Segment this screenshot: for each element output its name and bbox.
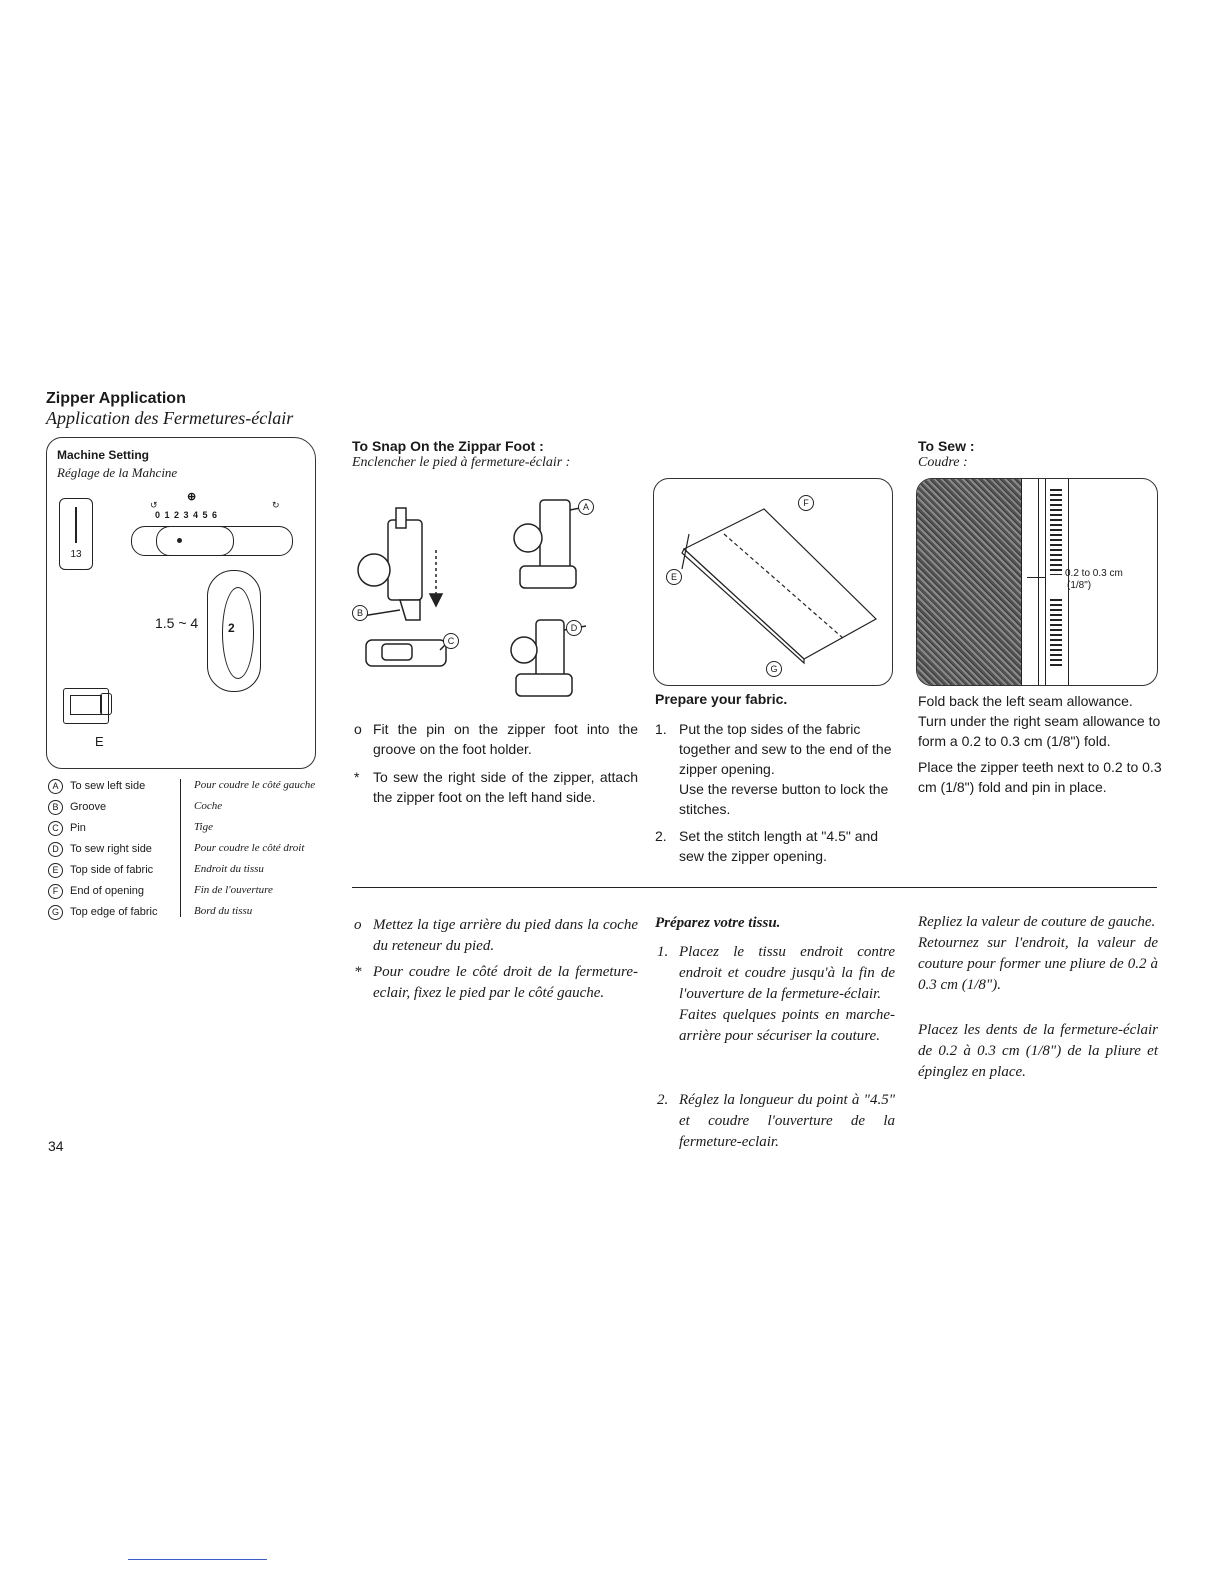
machine-setting-panel: Machine Setting Réglage de la Mahcine 13 ⊕ ↺ ↻ 0 1 2 3 4 5 6 1.5 ~ 4 2 E: [46, 437, 316, 769]
callout-f: F: [798, 495, 814, 511]
legend-label-french: Tige: [194, 821, 213, 833]
list-marker: o: [354, 917, 362, 933]
callout-b: B: [352, 605, 368, 621]
legend-item: [48, 776, 145, 796]
list-text: Set the stitch length at "4.5" and sew the zipper opening.: [679, 828, 879, 864]
list-marker: 1.: [657, 944, 669, 960]
sewing-illustration: [916, 478, 1158, 686]
machine-setting-title: Machine Setting: [57, 448, 150, 462]
list-marker: *: [354, 964, 362, 980]
legend-divider: [180, 779, 181, 917]
legend-label: End of opening: [70, 885, 145, 897]
legend-label-french: Endroit du tissu: [194, 863, 264, 875]
list-text: Réglez la longueur du point à "4.5" et coudre l'ouverture de la fermeture-eclair.: [679, 1092, 895, 1150]
legend-item: [48, 797, 106, 817]
legend-label: To sew left side: [70, 780, 146, 792]
legend-item: [48, 839, 152, 859]
length-dial-value: 2: [228, 621, 235, 635]
legend-label: Pin: [70, 822, 86, 834]
list-text: Put the top sides of the fabric together and sew to the end of the zipper opening. Use the reverse button to lock the stitches.: [679, 721, 892, 817]
legend-letter: D: [48, 842, 63, 857]
legend-label-french: Coche: [194, 800, 223, 812]
legend-label-french: Pour coudre le côté droit: [194, 842, 305, 854]
prepare-heading-french: Préparez votre tissu.: [655, 915, 781, 931]
legend-label: To sew right side: [70, 843, 152, 855]
list-text: Fit the pin on the zipper foot into the groove on the foot holder.: [373, 721, 638, 757]
callout-e: E: [666, 569, 682, 585]
list-text: Pour coudre le côté droit de la fermeture-eclair, fixez le pied par le côté gauche.: [373, 964, 638, 1001]
legend-label-french: Fin de l'ouverture: [194, 884, 273, 896]
callout-a: A: [578, 499, 594, 515]
legend-letter: B: [48, 800, 63, 815]
sew-paragraph-2: Place the zipper teeth next to 0.2 to 0.3 cm (1/8") fold and pin in place.: [918, 759, 1162, 795]
callout-g: G: [766, 661, 782, 677]
prepare-heading: Prepare your fabric.: [655, 691, 788, 707]
list-marker: 2.: [655, 828, 667, 844]
legend-letter: G: [48, 905, 63, 920]
machine-setting-title-french: Réglage de la Mahcine: [57, 465, 178, 480]
list-marker: *: [354, 769, 360, 785]
fabric-illustration: [653, 478, 893, 686]
sew-heading-french: Coudre :: [918, 455, 968, 470]
bottom-rule: [128, 1559, 267, 1560]
width-dial-slider: [131, 526, 293, 556]
legend-label: Top edge of fabric: [70, 906, 158, 918]
sew-paragraph-1: Fold back the left seam allowance. Turn under the right seam allowance to form a 0.2 to 0.3 cm (1/8") fold.: [918, 693, 1161, 749]
measure-label-fraction: (1/8"): [1067, 580, 1092, 591]
section-divider: [352, 887, 1157, 888]
fabric-texture: [917, 479, 1021, 685]
legend-label: Groove: [70, 801, 107, 813]
legend-label-french: Pour coudre le côté gauche: [194, 779, 316, 791]
legend-label: Top side of fabric: [70, 864, 154, 876]
list-marker: o: [354, 721, 362, 737]
sew-paragraph-1-french: Repliez la valeur de couture de gauche. Retournez sur l'endroit, la valeur de couture pour former une pliure de 0.2 à 0.3 cm (1/8").: [918, 914, 1158, 993]
legend-label-french: Bord du tissu: [194, 905, 253, 917]
snap-heading-french: Enclencher le pied à fermeture-éclair :: [352, 455, 571, 470]
measure-label: 0.2 to 0.3 cm: [1065, 568, 1123, 579]
list-text: Mettez la tige arrière du pied dans la coche du reteneur du pied.: [373, 917, 638, 954]
page-title: Zipper Application: [46, 390, 186, 407]
zipper-foot-illustration: [340, 490, 640, 700]
list-marker: 1.: [655, 721, 667, 737]
sew-paragraph-2-french: Placez les dents de la fermeture-éclair de 0.2 à 0.3 cm (1/8") de la pliure et épinglez en place.: [918, 1022, 1158, 1080]
legend-item: [48, 902, 157, 922]
legend-letter: C: [48, 821, 63, 836]
sew-heading: To Sew :: [918, 438, 975, 454]
snap-heading: To Snap On the Zippar Foot :: [352, 438, 544, 454]
legend-item: [48, 860, 153, 880]
legend-letter: F: [48, 884, 63, 899]
list-text: To sew the right side of the zipper, attach the zipper foot on the left hand side.: [373, 769, 638, 805]
stitch-number: 13: [70, 549, 82, 560]
length-range: 1.5 ~ 4: [155, 615, 199, 631]
page-number: 34: [48, 1138, 64, 1154]
callout-d: D: [566, 620, 582, 636]
legend-letter: A: [48, 779, 63, 794]
list-text: Placez le tissu endroit contre endroit et coudre jusqu'à la fin de l'ouverture de la fermeture-éclair. Faites quelques points en marche-arrière pour sécuriser la couture.: [679, 944, 895, 1044]
width-dial-scale: 0 1 2 3 4 5 6: [155, 510, 219, 520]
length-dial-icon: [207, 570, 261, 692]
width-dial-icon: ⊕: [187, 491, 197, 503]
presser-foot-e-icon: [63, 688, 109, 724]
legend-item: [48, 881, 144, 901]
stitch-pattern-icon: [59, 498, 93, 570]
legend-letter: E: [48, 863, 63, 878]
zipper-teeth-icon: [1045, 479, 1069, 685]
legend-item: [48, 818, 86, 838]
list-marker: 2.: [657, 1092, 669, 1108]
page-title-french: Application des Fermetures-éclair: [46, 408, 294, 428]
presser-foot-letter: E: [95, 734, 104, 749]
callout-c: C: [443, 633, 459, 649]
